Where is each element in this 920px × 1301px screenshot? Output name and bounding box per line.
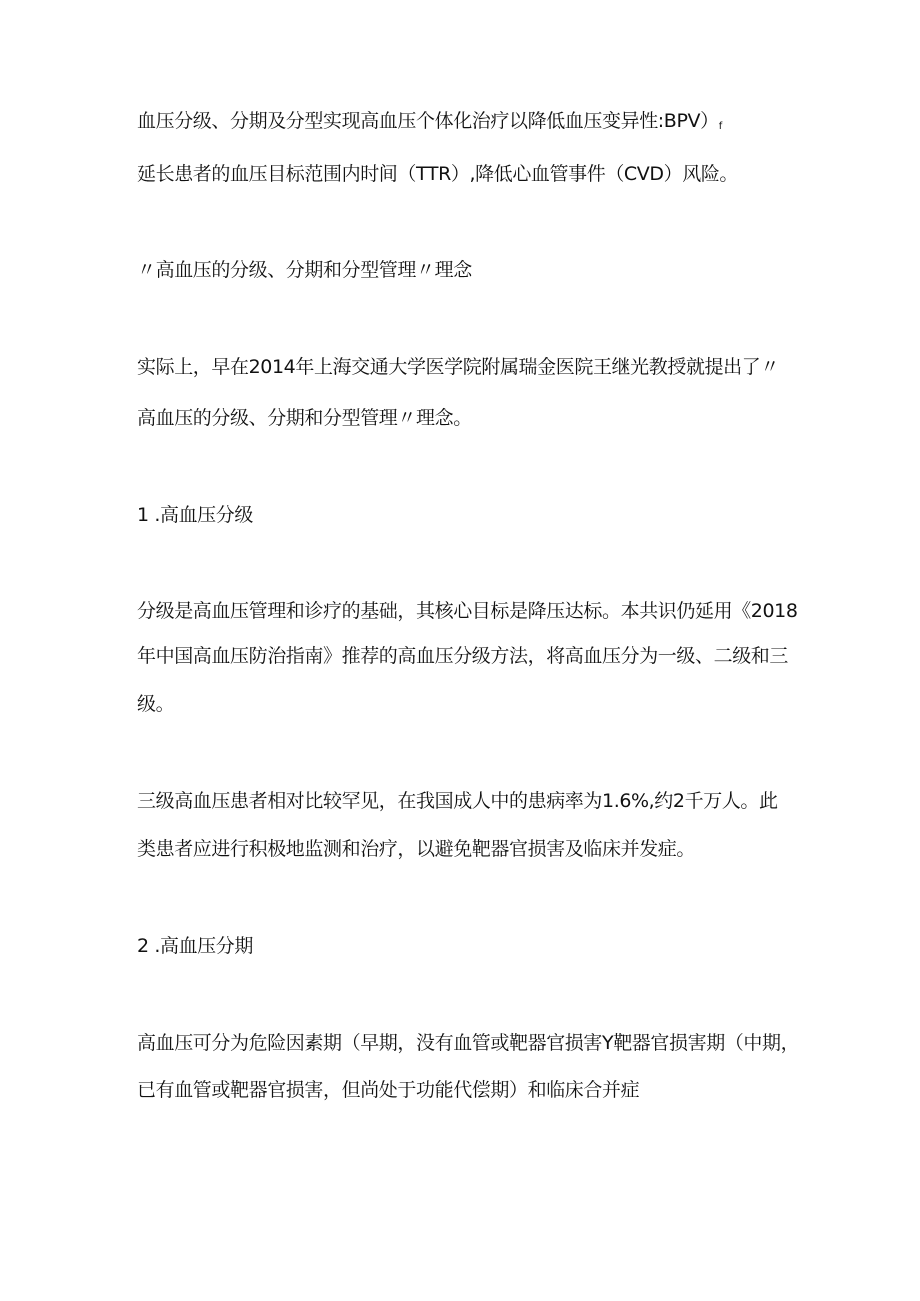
section2-paragraph-line-2: 已有血管或靶器官损害，但尚处于功能代偿期）和临床合并症 (137, 1079, 640, 1101)
intro-line-2: 延长患者的血压目标范围内时间（TTR）,降低心血管事件（CVD）风险。 (137, 163, 739, 185)
section1-paragraph1-line-2: 年中国高血压防治指南》推荐的高血压分级方法，将高血压分为一级、二级和三 (137, 645, 789, 667)
section1-paragraph2-line-1: 三级高血压患者相对比较罕见，在我国成人中的患病率为1.6%,约2千万人。此 (137, 790, 778, 812)
section1-paragraph1-line-1: 分级是高血压管理和诊疗的基础，其核心目标是降压达标。本共识仍延用《2018 (137, 600, 798, 622)
section1-paragraph2-line-2: 类患者应进行积极地监测和治疗，以避免靶器官损害及临床并发症。 (137, 838, 696, 860)
section1-paragraph1-line-3: 级。 (137, 693, 175, 715)
intro-line-1-text: 血压分级、分期及分型实现高血压个体化治疗以降低血压变异性:BPV） (137, 110, 719, 132)
section2-heading: 2 .高血压分期 (137, 935, 253, 957)
concept-heading: 〃高血压的分级、分期和分型管理〃理念 (137, 259, 472, 281)
section2-paragraph-line-1: 高血压可分为危险因素期（早期，没有血管或靶器官损害Y靶器官损害期（中期， (137, 1032, 800, 1054)
intro-line-1 (137, 108, 722, 140)
concept-paragraph-line-1: 实际上，早在2014年上海交通大学医学院附属瑞金医院王继光教授就提出了〃 (137, 356, 779, 378)
concept-paragraph-line-2: 高血压的分级、分期和分型管理〃理念。 (137, 407, 472, 429)
intro-line-1-mark: f (718, 121, 722, 132)
section1-heading: 1 .高血压分级 (137, 504, 253, 526)
